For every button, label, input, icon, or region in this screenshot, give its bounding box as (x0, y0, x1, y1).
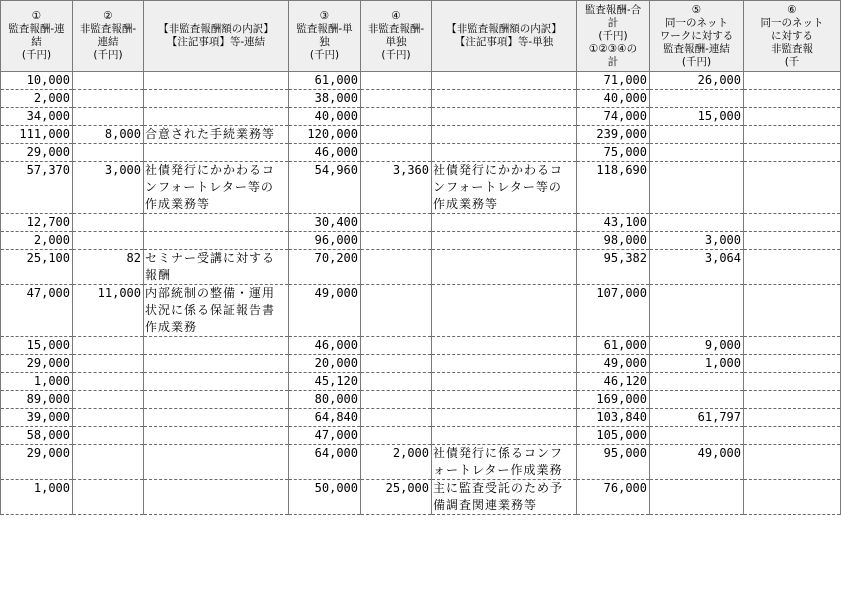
table-body (1, 72, 841, 515)
table-cell-amount[interactable] (744, 214, 841, 232)
table-cell-amount[interactable] (73, 72, 144, 90)
table-row (1, 427, 841, 445)
table-cell-amount[interactable] (361, 427, 432, 445)
table-cell-amount[interactable] (744, 108, 841, 126)
column-header-non-audit-breakdown-consolidated[interactable] (144, 1, 289, 72)
column-header-line: に対する (771, 29, 813, 42)
table-cell-amount[interactable]: 39,000 (1, 409, 73, 427)
table-cell-amount[interactable]: 20,000 (289, 355, 361, 373)
table-cell-note[interactable] (144, 480, 289, 515)
column-header-line: ①②③④の (588, 42, 638, 55)
table-cell-amount[interactable]: 11,000 (73, 285, 144, 337)
table-cell-amount[interactable]: 30,400 (289, 214, 361, 232)
table-cell-amount[interactable]: 3,000 (73, 162, 144, 214)
table-cell-amount[interactable] (744, 373, 841, 391)
table-cell-amount[interactable]: 25,000 (361, 480, 432, 515)
table-cell-note[interactable] (432, 373, 577, 391)
column-header-line: 計 (607, 16, 619, 29)
table-cell-amount[interactable]: 80,000 (289, 391, 361, 409)
table-cell-amount[interactable]: 46,000 (289, 337, 361, 355)
table-cell-amount[interactable]: 40,000 (289, 108, 361, 126)
table-cell-amount[interactable] (73, 337, 144, 355)
column-header-line: (千円) (309, 49, 340, 61)
column-header-line: ④ (391, 10, 401, 22)
table-cell-amount[interactable]: 95,382 (577, 250, 650, 285)
column-header-line: (千円) (681, 55, 712, 68)
table-cell-amount[interactable] (361, 144, 432, 162)
table-cell-amount[interactable] (744, 409, 841, 427)
table-cell-amount[interactable]: 2,000 (1, 232, 73, 250)
column-header-line: 非監査報酬- (367, 23, 425, 35)
table-cell-amount[interactable] (73, 480, 144, 515)
column-header-line: 監査報酬-単 (296, 23, 353, 35)
table-cell-amount[interactable]: 15,000 (650, 108, 744, 126)
table-cell-amount[interactable] (361, 126, 432, 144)
table-cell-note[interactable] (432, 285, 577, 337)
table-cell-note[interactable] (432, 337, 577, 355)
column-header-line: ⑥ (787, 3, 797, 16)
table-cell-amount[interactable] (650, 214, 744, 232)
table-cell-amount[interactable] (73, 445, 144, 480)
table-cell-note[interactable]: 内部統制の整備・運用状況に係る保証報告書作成業務 (144, 285, 289, 337)
table-cell-amount[interactable] (744, 391, 841, 409)
table-cell-note[interactable] (144, 214, 289, 232)
table-cell-amount[interactable] (361, 391, 432, 409)
table-cell-amount[interactable]: 49,000 (577, 355, 650, 373)
table-cell-amount[interactable] (744, 427, 841, 445)
table-cell-note[interactable] (144, 409, 289, 427)
table-cell-amount[interactable]: 118,690 (577, 162, 650, 214)
table-cell-amount[interactable]: 12,700 (1, 214, 73, 232)
table-cell-amount[interactable] (650, 427, 744, 445)
table-cell-amount[interactable] (650, 144, 744, 162)
table-cell-amount[interactable]: 43,100 (577, 214, 650, 232)
table-cell-amount[interactable] (361, 90, 432, 108)
column-header-line: 独 (319, 36, 330, 48)
table-cell-amount[interactable]: 29,000 (1, 355, 73, 373)
table-row (1, 285, 841, 337)
table-cell-note[interactable] (432, 250, 577, 285)
table-cell-amount[interactable]: 3,360 (361, 162, 432, 214)
table-cell-amount[interactable] (361, 409, 432, 427)
column-header-line: 非監査報 (771, 42, 813, 55)
table-row (1, 72, 841, 90)
table-cell-amount[interactable]: 105,000 (577, 427, 650, 445)
column-header-line: 計 (607, 55, 619, 68)
table-cell-amount[interactable] (361, 373, 432, 391)
table-cell-amount[interactable]: 8,000 (73, 126, 144, 144)
table-cell-amount[interactable]: 1,000 (1, 373, 73, 391)
table-cell-amount[interactable]: 25,100 (1, 250, 73, 285)
column-header-line: 監査報酬-連 (8, 23, 65, 35)
table-cell-amount[interactable]: 46,120 (577, 373, 650, 391)
table-cell-amount[interactable]: 3,064 (650, 250, 744, 285)
table-cell-amount[interactable] (650, 162, 744, 214)
table-cell-amount[interactable]: 169,000 (577, 391, 650, 409)
header-row (1, 1, 841, 72)
table-cell-amount[interactable] (650, 373, 744, 391)
column-header-line: ③ (319, 10, 330, 22)
table-cell-note[interactable] (144, 445, 289, 480)
table-cell-note[interactable] (432, 355, 577, 373)
table-cell-amount[interactable] (744, 144, 841, 162)
table-cell-amount[interactable]: 10,000 (1, 72, 73, 90)
column-header-audit-fee-total[interactable] (577, 1, 650, 72)
table-cell-amount[interactable] (744, 162, 841, 214)
table-cell-amount[interactable]: 64,840 (289, 409, 361, 427)
table-row (1, 108, 841, 126)
table-cell-amount[interactable] (744, 480, 841, 515)
table-cell-amount[interactable]: 71,000 (577, 72, 650, 90)
table-cell-note[interactable] (432, 126, 577, 144)
table-cell-amount[interactable]: 58,000 (1, 427, 73, 445)
table-cell-amount[interactable] (744, 126, 841, 144)
table-cell-amount[interactable]: 89,000 (1, 391, 73, 409)
table-cell-amount[interactable]: 239,000 (577, 126, 650, 144)
table-cell-amount[interactable]: 70,200 (289, 250, 361, 285)
column-header-line: 単独 (385, 36, 407, 48)
table-row (1, 90, 841, 108)
column-header-network-non-audit-fee[interactable] (744, 1, 841, 72)
table-cell-amount[interactable] (650, 90, 744, 108)
table-cell-amount[interactable] (361, 72, 432, 90)
table-cell-amount[interactable]: 98,000 (577, 232, 650, 250)
table-cell-amount[interactable] (744, 232, 841, 250)
table-row (1, 480, 841, 515)
column-header-line: 【注記事項】等-連結 (166, 36, 266, 48)
column-header-line: 【非監査報酬額の内訳】 (158, 23, 274, 35)
table-cell-note[interactable] (432, 72, 577, 90)
table-cell-amount[interactable]: 1,000 (650, 355, 744, 373)
table-cell-amount[interactable] (73, 427, 144, 445)
table-cell-note[interactable] (144, 391, 289, 409)
table-cell-amount[interactable] (73, 391, 144, 409)
table-cell-amount[interactable] (73, 409, 144, 427)
table-cell-amount[interactable]: 49,000 (289, 285, 361, 337)
table-cell-amount[interactable]: 49,000 (650, 445, 744, 480)
table-cell-amount[interactable]: 75,000 (577, 144, 650, 162)
column-header-non-audit-breakdown-standalone[interactable] (432, 1, 577, 72)
column-header-line: 非監査報酬- (79, 23, 137, 35)
table-cell-amount[interactable]: 34,000 (1, 108, 73, 126)
table-cell-amount[interactable] (650, 126, 744, 144)
table-cell-note[interactable]: 社債発行にかかわるコンフォートレター等の作成業務等 (432, 162, 577, 214)
table-cell-amount[interactable]: 103,840 (577, 409, 650, 427)
table-cell-note[interactable]: 合意された手続業務等 (144, 126, 289, 144)
table-cell-amount[interactable] (650, 391, 744, 409)
table-cell-amount[interactable]: 61,000 (289, 72, 361, 90)
table-cell-amount[interactable]: 46,000 (289, 144, 361, 162)
table-cell-amount[interactable] (361, 214, 432, 232)
table-row (1, 126, 841, 144)
table-cell-note[interactable] (144, 427, 289, 445)
table-cell-amount[interactable] (73, 90, 144, 108)
column-header-line: 【注記事項】等-単独 (454, 36, 554, 48)
column-header-line: (千円) (598, 29, 628, 42)
table-cell-note[interactable]: 社債発行に係るコンフォートレター作成業務 (432, 445, 577, 480)
table-row (1, 232, 841, 250)
column-header-line: ② (103, 10, 113, 22)
table-cell-amount[interactable] (744, 285, 841, 337)
table-cell-amount[interactable] (650, 285, 744, 337)
table-cell-amount[interactable]: 26,000 (650, 72, 744, 90)
column-header-line: 同一のネット (760, 16, 824, 29)
table-cell-amount[interactable] (361, 250, 432, 285)
column-header-non-audit-fee-standalone[interactable] (361, 1, 432, 72)
table-cell-amount[interactable] (73, 355, 144, 373)
column-header-non-audit-fee-consolidated[interactable] (73, 1, 144, 72)
table-cell-note[interactable] (144, 355, 289, 373)
table-cell-amount[interactable] (744, 90, 841, 108)
table-row (1, 373, 841, 391)
table-cell-amount[interactable]: 9,000 (650, 337, 744, 355)
table-row (1, 162, 841, 214)
table-cell-note[interactable]: 主に監査受託のため予備調査関連業務等 (432, 480, 577, 515)
table-cell-amount[interactable] (73, 214, 144, 232)
table-cell-note[interactable] (144, 90, 289, 108)
table-cell-amount[interactable]: 95,000 (577, 445, 650, 480)
column-header-audit-fee-standalone[interactable] (289, 1, 361, 72)
table-cell-amount[interactable]: 64,000 (289, 445, 361, 480)
table-cell-amount[interactable]: 2,000 (1, 90, 73, 108)
table-row (1, 337, 841, 355)
table-cell-amount[interactable]: 61,797 (650, 409, 744, 427)
column-header-line: ⑤ (691, 3, 702, 16)
table-cell-amount[interactable]: 2,000 (361, 445, 432, 480)
column-header-line: 監査報酬-合 (584, 3, 642, 16)
table-cell-amount[interactable]: 76,000 (577, 480, 650, 515)
table-row (1, 445, 841, 480)
table-cell-note[interactable] (432, 391, 577, 409)
table-cell-note[interactable] (432, 232, 577, 250)
table-cell-note[interactable] (432, 108, 577, 126)
table-cell-amount[interactable]: 107,000 (577, 285, 650, 337)
table-cell-amount[interactable]: 1,000 (1, 480, 73, 515)
table-cell-note[interactable] (144, 232, 289, 250)
column-header-line: 連結 (97, 36, 119, 48)
table-cell-note[interactable] (144, 108, 289, 126)
column-header-line: 監査報酬-連結 (663, 42, 730, 55)
table-cell-amount[interactable]: 47,000 (289, 427, 361, 445)
table-cell-amount[interactable] (73, 144, 144, 162)
table-cell-amount[interactable]: 61,000 (577, 337, 650, 355)
table-cell-amount[interactable] (73, 108, 144, 126)
table-cell-amount[interactable] (361, 285, 432, 337)
table-cell-amount[interactable]: 82 (73, 250, 144, 285)
table-cell-amount[interactable]: 29,000 (1, 445, 73, 480)
column-header-line: ワークに対する (659, 29, 734, 42)
table-cell-amount[interactable]: 3,000 (650, 232, 744, 250)
table-cell-note[interactable] (432, 214, 577, 232)
table-cell-note[interactable] (144, 337, 289, 355)
table-cell-amount[interactable]: 96,000 (289, 232, 361, 250)
table-cell-amount[interactable]: 74,000 (577, 108, 650, 126)
column-header-line: (千 (784, 55, 800, 68)
table-cell-amount[interactable]: 29,000 (1, 144, 73, 162)
table-cell-amount[interactable] (73, 373, 144, 391)
table-cell-note[interactable]: セミナー受講に対する報酬 (144, 250, 289, 285)
table-cell-amount[interactable]: 45,120 (289, 373, 361, 391)
table-cell-amount[interactable] (361, 108, 432, 126)
table-cell-note[interactable] (432, 427, 577, 445)
table-cell-note[interactable] (432, 90, 577, 108)
table-cell-amount[interactable] (744, 445, 841, 480)
table-cell-amount[interactable] (744, 337, 841, 355)
column-header-line: (千円) (93, 49, 123, 61)
table-cell-amount[interactable] (744, 72, 841, 90)
table-cell-amount[interactable]: 57,370 (1, 162, 73, 214)
table-cell-note[interactable] (144, 72, 289, 90)
table-row (1, 391, 841, 409)
table-row (1, 250, 841, 285)
table-cell-amount[interactable]: 15,000 (1, 337, 73, 355)
table-cell-amount[interactable]: 50,000 (289, 480, 361, 515)
table-row (1, 214, 841, 232)
table-cell-amount[interactable] (744, 355, 841, 373)
table-cell-note[interactable] (144, 144, 289, 162)
table-cell-amount[interactable]: 38,000 (289, 90, 361, 108)
table-row (1, 355, 841, 373)
table-cell-note[interactable] (432, 409, 577, 427)
table-cell-amount[interactable]: 47,000 (1, 285, 73, 337)
table-cell-amount[interactable]: 40,000 (577, 90, 650, 108)
table-row (1, 409, 841, 427)
table-cell-amount[interactable] (361, 337, 432, 355)
column-header-audit-fee-consolidated[interactable] (1, 1, 73, 72)
table-cell-note[interactable]: 社債発行にかかわるコンフォートレター等の作成業務等 (144, 162, 289, 214)
table-cell-amount[interactable] (361, 232, 432, 250)
column-header-line: 【非監査報酬額の内訳】 (446, 23, 562, 35)
column-header-line: 結 (31, 36, 42, 48)
table-cell-note[interactable] (144, 373, 289, 391)
column-header-line: (千円) (381, 49, 411, 61)
table-cell-amount[interactable]: 111,000 (1, 126, 73, 144)
table-cell-amount[interactable]: 120,000 (289, 126, 361, 144)
column-header-line: ① (31, 10, 42, 22)
table-cell-amount[interactable] (73, 232, 144, 250)
column-header-line: (千円) (21, 49, 52, 61)
table-cell-amount[interactable] (650, 480, 744, 515)
column-header-line: 同一のネット (665, 16, 728, 29)
table-cell-note[interactable] (432, 144, 577, 162)
table-row (1, 144, 841, 162)
table-cell-amount[interactable] (361, 355, 432, 373)
column-header-network-audit-fee-consolidated[interactable] (650, 1, 744, 72)
table-cell-amount[interactable] (744, 250, 841, 285)
table-cell-amount[interactable]: 54,960 (289, 162, 361, 214)
